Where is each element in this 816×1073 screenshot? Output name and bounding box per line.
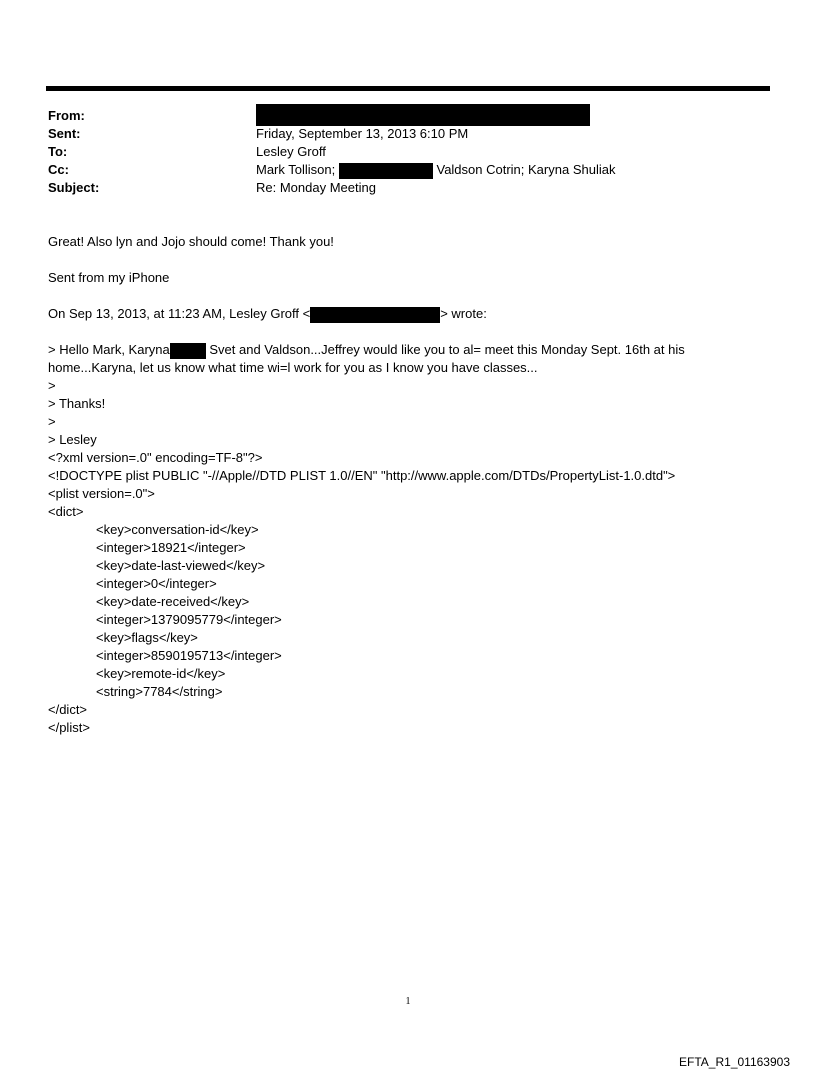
xml-line: <?xml version=.0" encoding=TF-8"?> [48, 450, 263, 465]
xml-line: <key>conversation-id</key> [96, 522, 259, 537]
body-line: Great! Also lyn and Jojo should come! Thank you! [48, 234, 334, 249]
cc-label: Cc: [48, 162, 69, 177]
xml-line: <integer>1379095779</integer> [96, 612, 282, 627]
redaction-box [339, 163, 433, 179]
quote-prefix: > Hello Mark, Karyna [48, 342, 170, 357]
xml-line: <string>7784</string> [96, 684, 223, 699]
wrote-prefix: On Sep 13, 2013, at 11:23 AM, Lesley Groff < [48, 306, 311, 321]
to-label: To: [48, 144, 68, 159]
quote-line: home...Karyna, let us know what time wi=l work for you as I know you have classes... [48, 360, 538, 375]
wrote-line [48, 305, 487, 323]
to-value: Lesley Groff [256, 144, 326, 159]
xml-line: <key>date-received</key> [96, 594, 250, 609]
sent-label: Sent: [48, 126, 81, 141]
xml-line: </dict> [48, 702, 88, 717]
xml-line: </plist> [48, 720, 90, 735]
xml-line: <key>remote-id</key> [96, 666, 226, 681]
quote-line: > [48, 414, 56, 429]
xml-line: <plist version=.0"> [48, 486, 155, 501]
from-value [256, 104, 590, 126]
from-label: From: [48, 108, 85, 123]
xml-line: <integer>8590195713</integer> [96, 648, 282, 663]
xml-line: <key>date-last-viewed</key> [96, 558, 266, 573]
quote-line: > Thanks! [48, 396, 106, 411]
subject-value: Re: Monday Meeting [256, 180, 376, 195]
quote-line [48, 341, 685, 359]
body-line: Sent from my iPhone [48, 270, 170, 285]
wrote-suffix: > wrote: [440, 306, 487, 321]
cc-value [256, 161, 615, 179]
redaction-box [256, 104, 590, 126]
quote-line: > [48, 378, 56, 393]
document-id: EFTA_R1_01163903 [679, 1055, 790, 1069]
redaction-box [170, 343, 206, 359]
cc-value-1: Mark Tollison; [256, 162, 336, 177]
redaction-box [310, 307, 440, 323]
xml-line: <integer>0</integer> [96, 576, 217, 591]
sent-value: Friday, September 13, 2013 6:10 PM [256, 126, 469, 141]
xml-line: <key>flags</key> [96, 630, 198, 645]
page-number: 1 [405, 996, 411, 1007]
header-rule [46, 86, 770, 91]
xml-line: <!DOCTYPE plist PUBLIC "-//Apple//DTD PLIST 1.0//EN" "http://www.apple.com/DTDs/PropertyList-1.0.dtd"> [48, 468, 676, 483]
xml-line: <integer>18921</integer> [96, 540, 246, 555]
xml-line: <dict> [48, 504, 84, 519]
cc-value-2: Valdson Cotrin; Karyna Shuliak [436, 162, 616, 177]
quote-suffix: Svet and Valdson...Jeffrey would like you to al= meet this Monday Sept. 16th at his [209, 342, 685, 357]
quote-line: > Lesley [48, 432, 97, 447]
subject-label: Subject: [48, 180, 100, 195]
